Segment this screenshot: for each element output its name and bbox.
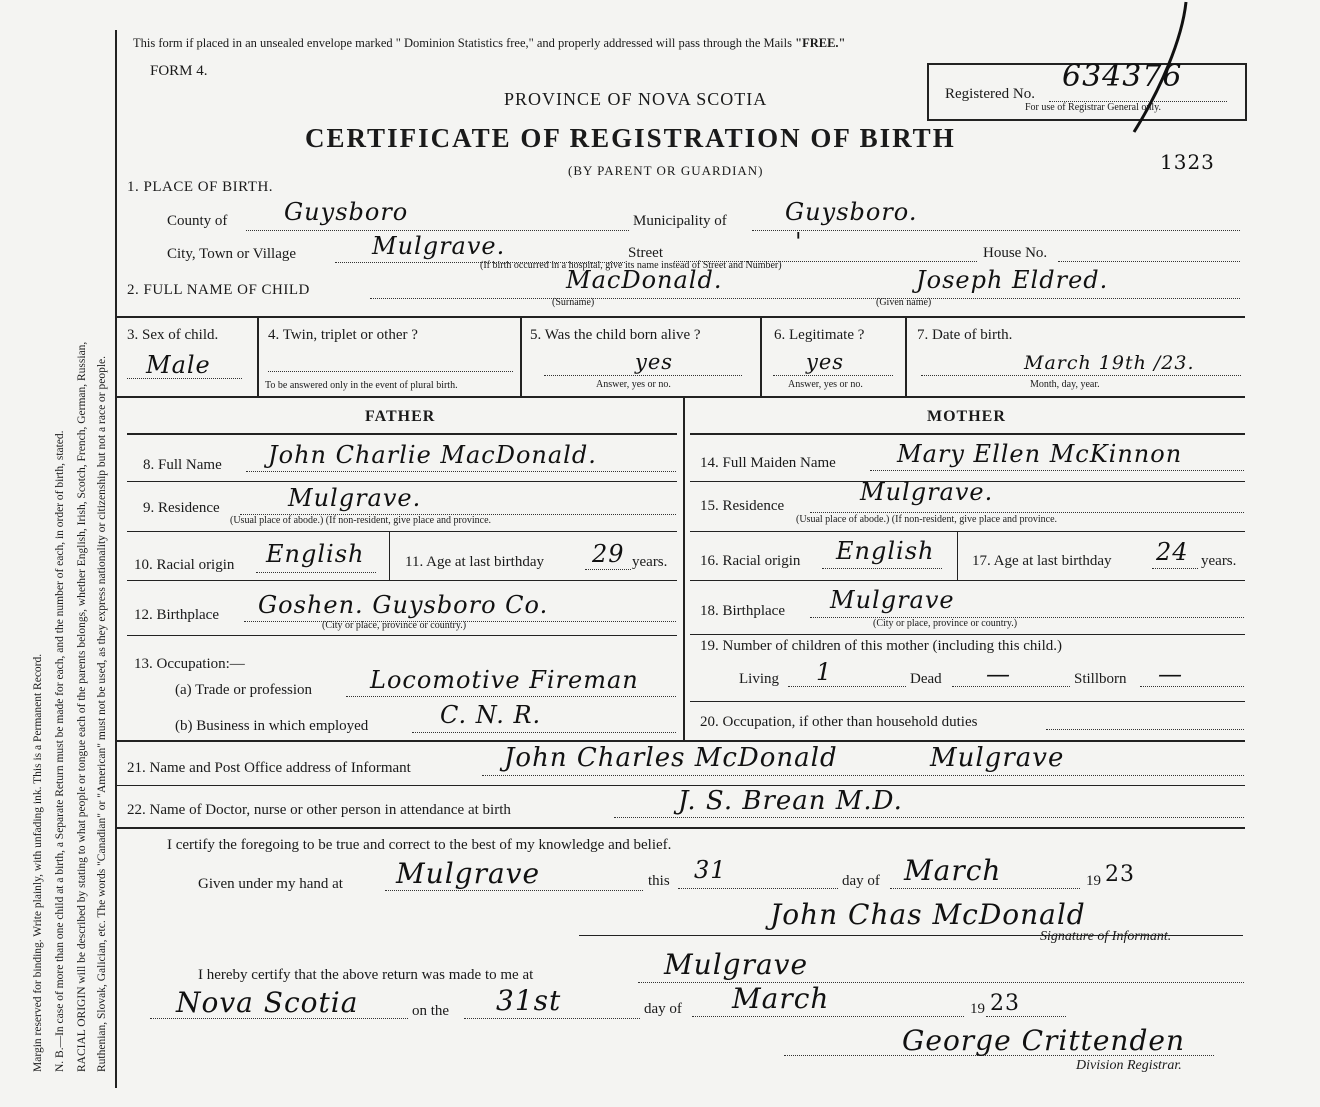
registrar-month-value: March (732, 982, 830, 1015)
informant-address-value: Mulgrave (930, 743, 1065, 773)
mother-racial-label: 16. Racial origin (700, 553, 801, 569)
child-name-line (370, 298, 1240, 299)
informant-top-rule (117, 740, 1245, 742)
given-month-line (890, 888, 1080, 889)
margin-number: 1323 (1160, 150, 1215, 174)
registrar-day-line (464, 1018, 640, 1019)
county-line (246, 230, 629, 231)
father-business-line (412, 732, 676, 733)
mother-name-label: 14. Full Maiden Name (700, 455, 836, 471)
mother-racial-line (822, 568, 942, 569)
certify-statement: I certify the foregoing to be true and correct to the best of my knowledge and belief. (167, 837, 672, 853)
father-residence-value: Mulgrave. (288, 484, 422, 512)
father-business-value: C. N. R. (440, 701, 542, 729)
registrar-statement: I hereby certify that the above return was made to me at (198, 967, 534, 983)
dead-value: — (986, 660, 1011, 688)
hospital-note: (If birth occurred in a hospital, give its name instead of Street and Number) (480, 260, 782, 271)
father-trade-value: Locomotive Fireman (370, 666, 639, 694)
father-age-label: 11. Age at last birthday (405, 554, 544, 570)
row3-divider-2 (520, 317, 522, 396)
registrar-day-of-label: day of (644, 1001, 682, 1017)
date-of-birth-label: 7. Date of birth. (917, 327, 1013, 343)
born-alive-label: 5. Was the child born alive ? (530, 327, 701, 343)
given-month-value: March (904, 854, 1002, 887)
place-of-birth-label: 1. PLACE OF BIRTH. (127, 179, 274, 195)
margin-note-racial-origin-2: Ruthenian, Slovak, Galician, etc. The words "Canadian" or "American" must not be used, as they express nationality or citizenship but not a race or people. (96, 355, 108, 1072)
father-age-divider (389, 532, 390, 580)
date-of-birth-value: March 19th /23. (1024, 352, 1195, 374)
mother-residence-label: 15. Residence (700, 498, 785, 514)
stillborn-label: Stillborn (1074, 671, 1127, 687)
father-birthplace-value: Goshen. Guysboro Co. (258, 591, 549, 619)
informant-signature: John Chas McDonald (770, 898, 1086, 931)
father-heading-rule (127, 433, 677, 435)
given-day-line (678, 888, 838, 889)
mother-residence-caption: (Usual place of abode.) (If non-resident, give place and province. (796, 514, 1058, 525)
row3-divider-3 (760, 317, 762, 396)
mother-birthplace-value: Mulgrave (830, 586, 955, 614)
city-value: Mulgrave. (372, 232, 506, 260)
row3-divider-1 (257, 317, 259, 396)
legitimate-line (773, 375, 893, 376)
mother-heading: MOTHER (927, 408, 1006, 425)
margin-note-multiple-births: N. B.—In case of more than one child at a birth, a Separate Return must be made for each, and the number of each, in order of birth, stated. (54, 430, 66, 1072)
margin-note-binding: Margin reserved for binding. Write plainly, with unfading ink. This is a Permanent Record. (32, 653, 44, 1072)
father-name-value: John Charlie MacDonald. (268, 441, 597, 469)
father-occupation-label: 13. Occupation:— (134, 656, 245, 672)
mother-heading-rule (690, 433, 1245, 435)
mother-age-label: 17. Age at last birthday (972, 553, 1112, 569)
mother-racial-value: English (836, 537, 935, 565)
mail-note: This form if placed in an unsealed envelope marked " Dominion Statistics free," and properly addressed will pass through the Mails "FREE." (133, 36, 846, 50)
legitimate-value: yes (806, 350, 845, 374)
informant-line (482, 775, 1244, 776)
informant-name-value: John Charles McDonald (504, 743, 838, 773)
municipality-line (752, 230, 1240, 231)
father-trade-line (346, 696, 676, 697)
mother-occupation-line (1046, 729, 1244, 730)
father-heading: FATHER (365, 408, 436, 425)
mother-age-unit: years. (1201, 553, 1237, 569)
twin-label: 4. Twin, triplet or other ? (268, 327, 418, 343)
given-place-line (385, 890, 643, 891)
doctor-line (614, 817, 1244, 818)
living-value: 1 (816, 658, 833, 686)
father-age-value: 29 (592, 540, 625, 568)
registrar-place-line (638, 982, 1244, 983)
father-birthplace-caption: (City or place, province or country.) (322, 620, 467, 631)
mother-name-line (870, 470, 1244, 471)
doctor-value: J. S. Brean M.D. (678, 786, 903, 816)
mother-age-value: 24 (1156, 538, 1189, 566)
form-left-border (115, 30, 117, 1088)
doctor-label: 22. Name of Doctor, nurse or other person in attendance at birth (127, 802, 511, 818)
legitimate-caption: Answer, yes or no. (788, 379, 863, 390)
mother-birthplace-caption: (City or place, province or country.) (873, 618, 1018, 629)
dead-line (952, 686, 1070, 687)
mother-children-label: 19. Number of children of this mother (including this child.) (700, 638, 1063, 654)
mail-free: "FREE." (795, 36, 846, 50)
doctor-bottom-rule (117, 827, 1245, 829)
living-line (788, 686, 906, 687)
registrar-year-value: 23 (990, 991, 1020, 1016)
certificate-subtitle: (BY PARENT OR GUARDIAN) (568, 163, 764, 178)
informant-label: 21. Name and Post Office address of Informant (127, 760, 411, 776)
province-heading: PROVINCE OF NOVA SCOTIA (504, 89, 768, 109)
child-name-label: 2. FULL NAME OF CHILD (127, 282, 310, 298)
registrar-province-value: Nova Scotia (176, 986, 359, 1019)
mother-occupation-label: 20. Occupation, if other than household duties (700, 714, 978, 730)
father-racial-label: 10. Racial origin (134, 557, 235, 573)
form-number: FORM 4. (150, 63, 208, 79)
mother-age-line (1152, 568, 1198, 569)
registrar-year-line (986, 1016, 1066, 1017)
registered-number: 634376 (1062, 59, 1183, 94)
father-business-label: (b) Business in which employed (175, 718, 369, 734)
born-alive-line (544, 375, 742, 376)
county-label: County of (167, 213, 228, 229)
margin-note-racial-origin-1: RACIAL ORIGIN will be described by stating to what people or tongue each of the parents belongs, whether English, Irish, Scotch, French, German, Russian, (76, 341, 88, 1072)
twin-line (268, 371, 513, 372)
sex-label: 3. Sex of child. (127, 327, 219, 343)
mother-rule-5 (690, 701, 1245, 702)
mother-residence-line (810, 512, 1244, 513)
mother-rule-4 (690, 634, 1245, 635)
row3-top-rule (117, 316, 1245, 318)
city-label: City, Town or Village (167, 246, 297, 262)
father-rule-1 (127, 481, 677, 482)
registrar-signature-caption: Division Registrar. (1076, 1058, 1182, 1073)
municipality-value: Guysboro. (785, 198, 918, 226)
mother-residence-value: Mulgrave. (860, 478, 994, 506)
pen-stroke-mark (1120, 0, 1200, 140)
center-divider (683, 398, 685, 740)
on-the-label: on the (412, 1003, 450, 1019)
house-label: House No. (983, 245, 1048, 261)
mother-rule-3 (690, 580, 1245, 581)
father-rule-3 (127, 580, 677, 581)
legitimate-label: 6. Legitimate ? (774, 327, 865, 343)
sex-value: Male (146, 351, 211, 379)
registrar-signature: George Crittenden (902, 1024, 1185, 1057)
father-trade-label: (a) Trade or profession (175, 682, 313, 698)
child-surname-value: MacDonald. (566, 266, 723, 294)
registrar-year-prefix: 19 (970, 1001, 985, 1017)
day-of-label: day of (842, 873, 880, 889)
living-label: Living (739, 671, 779, 687)
father-rule-4 (127, 635, 677, 636)
father-rule-2 (127, 531, 677, 532)
street-label: Street (628, 245, 663, 261)
this-label: this (648, 873, 670, 889)
mother-name-value: Mary Ellen McKinnon (897, 440, 1183, 468)
registrar-place-value: Mulgrave (664, 948, 809, 981)
dead-label: Dead (910, 671, 942, 687)
stillborn-value: — (1158, 660, 1183, 688)
born-alive-caption: Answer, yes or no. (596, 379, 671, 390)
mother-birthplace-label: 18. Birthplace (700, 603, 785, 619)
given-name-caption: (Given name) (876, 297, 932, 308)
father-name-label: 8. Full Name (143, 457, 222, 473)
born-alive-value: yes (635, 350, 674, 374)
registered-label: Registered No. (945, 86, 1035, 102)
father-age-line (585, 569, 631, 570)
street-value: ' (795, 228, 803, 256)
county-value: Guysboro (284, 198, 409, 226)
father-residence-label: 9. Residence (143, 500, 220, 516)
date-of-birth-line (921, 375, 1241, 376)
row3-divider-4 (905, 317, 907, 396)
municipality-label: Municipality of (633, 213, 727, 229)
registrar-day-value: 31st (496, 984, 562, 1017)
mother-rule-2 (690, 531, 1245, 532)
certificate-title: CERTIFICATE OF REGISTRATION OF BIRTH (305, 123, 956, 153)
child-given-name-value: Joseph Eldred. (916, 266, 1109, 294)
given-day-value: 31 (694, 856, 727, 884)
father-racial-line (256, 572, 376, 573)
given-year-value: 23 (1105, 862, 1135, 887)
row3-bottom-rule (117, 396, 1245, 398)
twin-note: To be answered only in the event of plural birth. (265, 380, 458, 391)
father-birthplace-label: 12. Birthplace (134, 607, 219, 623)
father-age-unit: years. (632, 554, 668, 570)
father-name-line (246, 471, 676, 472)
father-racial-value: English (266, 540, 365, 568)
mother-age-divider (957, 532, 958, 580)
stillborn-line (1140, 686, 1244, 687)
informant-signature-caption: Signature of Informant. (1040, 929, 1172, 944)
given-under-label: Given under my hand at (198, 876, 343, 892)
house-line (1058, 261, 1240, 262)
given-year-prefix: 19 (1086, 873, 1101, 889)
surname-caption: (Surname) (552, 297, 595, 308)
registrar-month-line (692, 1016, 964, 1017)
date-of-birth-caption: Month, day, year. (1030, 379, 1100, 390)
given-place-value: Mulgrave (396, 857, 541, 890)
registrar-note: For use of Registrar General only. (1025, 102, 1161, 113)
father-residence-caption: (Usual place of abode.) (If non-resident, give place and province. (230, 515, 492, 526)
